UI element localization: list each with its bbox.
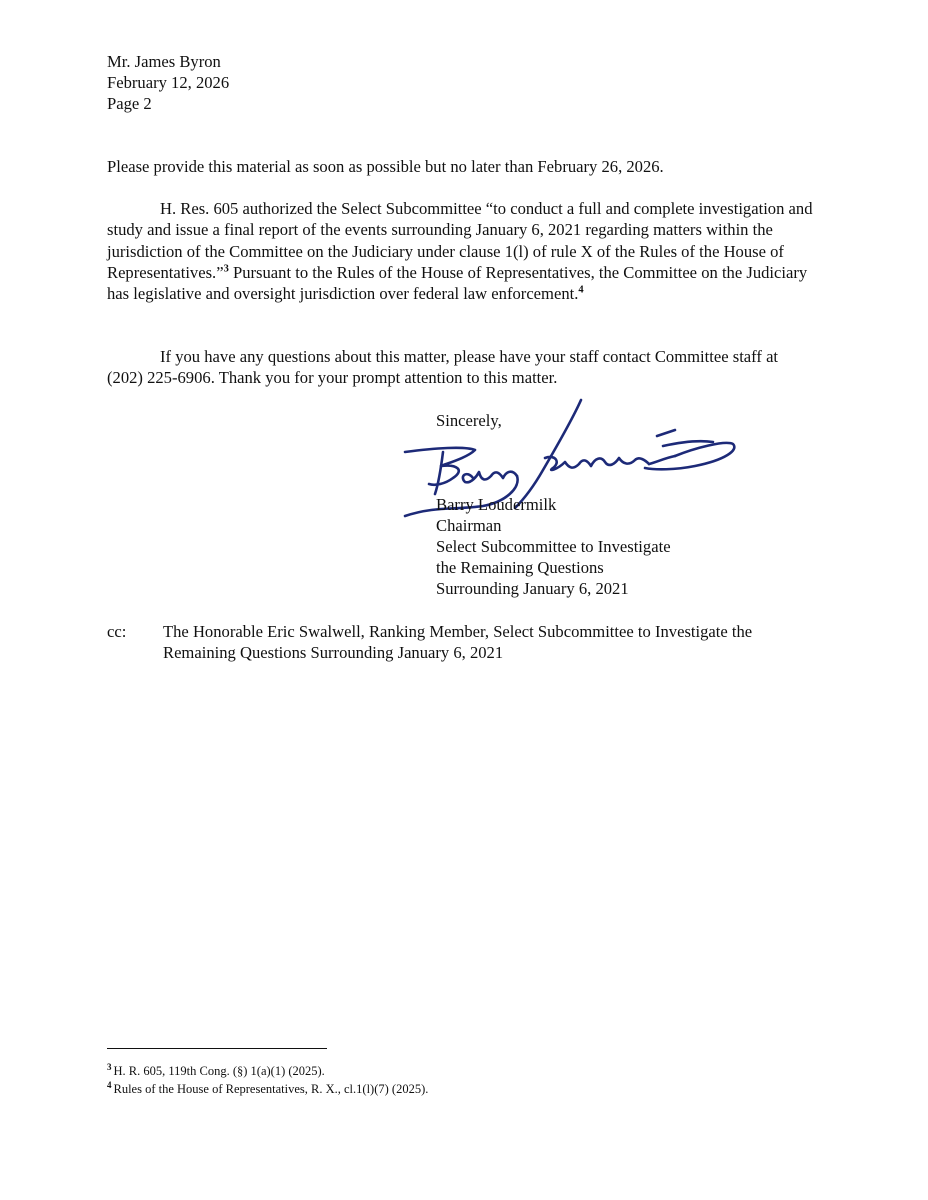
recipient-name: Mr. James Byron [107,52,221,71]
footnote-4 [107,1078,428,1097]
footnote-3 [107,1060,325,1079]
footnote-ref-3: 3 [223,263,229,275]
cc-line-1: The Honorable Eric Swalwell, Ranking Member, Select Subcommittee to Investigate the [163,622,753,641]
letter-date: February 12, 2026 [107,73,230,92]
authority-paragraph [107,198,817,304]
contact-paragraph: If you have any questions about this matter, please have your staff contact Committee staff at (202) 225-6906. Thank you for your prompt attention to this matter. [107,347,779,388]
page-number: Page 2 [107,94,152,113]
sign-off: Sincerely, [436,411,502,430]
signatory-org-line-3: Surrounding January 6, 2021 [436,579,629,598]
footnote-ref-4: 4 [578,284,584,296]
authority-text: H. Res. 605 authorized the Select Subcommittee “to conduct a full and complete investigation and study and issue a final report of the events surrounding January 6, 2021 regarding matters within the jurisdiction of the Committee on the Judiciary under clause 1(l) of rule X of the Rules of the House of Representatives.” [107,199,813,282]
cc-label: cc: [107,622,127,641]
footnote-3-text: H. R. 605, 119th Cong. (§) 1(a)(1) (2025). [113,1064,325,1079]
footnote-4-text: Rules of the House of Representatives, R. X., cl.1(l)(7) (2025). [113,1082,429,1097]
cc-line-2: Remaining Questions Surrounding January 6, 2021 [163,643,504,662]
signatory-name: Barry Loudermilk [436,495,557,514]
request-line: Please provide this material as soon as possible but no later than February 26, 2026. [107,157,664,176]
footnote-3-number: 3 [107,1062,112,1072]
footnote-4-number: 4 [107,1080,112,1090]
signatory-org-line-1: Select Subcommittee to Investigate [436,537,671,556]
authority-text-continued: Pursuant to the Rules of the House of Representatives, the Committee on the Judiciary has legislative and oversight jurisdiction over federal law enforcement. [107,262,808,304]
footnote-divider [107,1048,327,1049]
signatory-title: Chairman [436,516,502,535]
signatory-org-line-2: the Remaining Questions [436,558,604,577]
